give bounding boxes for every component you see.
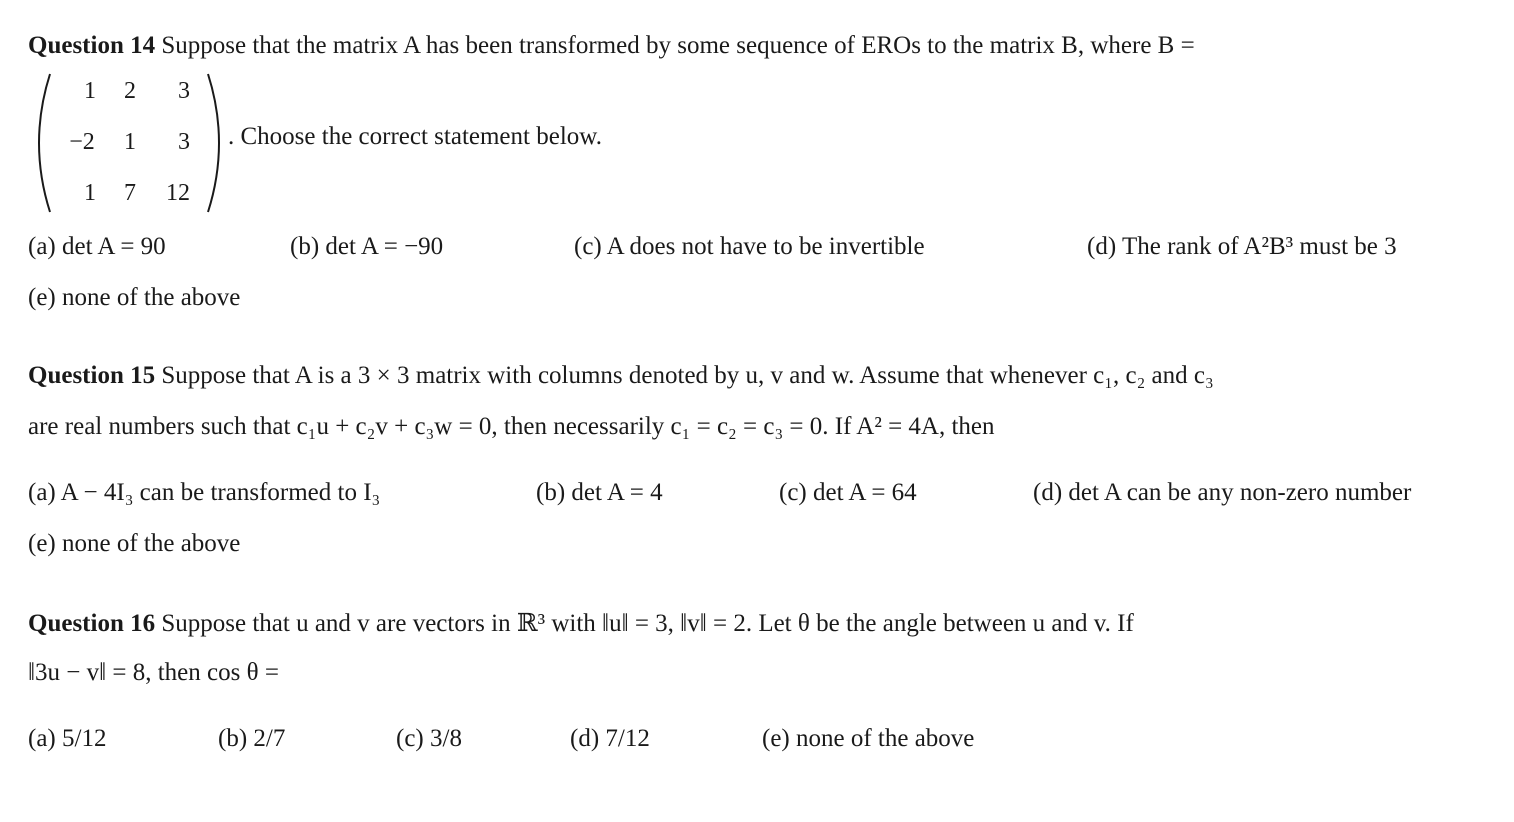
- q14-after-matrix: . Choose the correct statement below.: [228, 123, 602, 150]
- q14-label: Question 14: [28, 32, 156, 59]
- q14-choice-c[interactable]: (c) A does not have to be invertible: [574, 233, 925, 260]
- q16-choice-d[interactable]: (d) 7/12: [570, 725, 650, 752]
- q16-text-line1: Suppose that u and v are vectors in ℝ³ with ‖u‖ = 3, ‖v‖ = 2. Let θ be the angle between u and v. If: [161, 610, 1134, 637]
- q15-line1: [28, 362, 1214, 390]
- q16-choice-e[interactable]: (e) none of the above: [762, 725, 975, 752]
- matrix-cell: 2: [124, 78, 136, 104]
- q14-matrix: [34, 70, 224, 216]
- q15-text-line2: are real numbers such that c₁u + c₂v + c₃w = 0, then necessarily c₁ = c₂ = c₃ = 0. If A² = 4A, then: [28, 413, 995, 440]
- matrix-cell: −2: [69, 129, 95, 155]
- q15-label: Question 15: [28, 362, 156, 389]
- q15-choice-a[interactable]: (a) A − 4I₃ can be transformed to I₃: [28, 479, 381, 506]
- q15-choice-b[interactable]: (b) det A = 4: [536, 479, 663, 506]
- matrix-cell: 12: [166, 180, 190, 206]
- q15-choice-c[interactable]: (c) det A = 64: [779, 479, 917, 506]
- matrix-cell: 7: [124, 180, 136, 206]
- q14-choice-a[interactable]: (a) det A = 90: [28, 233, 166, 260]
- q14-line1: [28, 32, 1195, 60]
- matrix-cell: 3: [178, 78, 190, 104]
- matrix-cell: 1: [84, 180, 96, 206]
- q15-choice-e[interactable]: (e) none of the above: [28, 530, 241, 557]
- q16-choice-c[interactable]: (c) 3/8: [396, 725, 462, 752]
- q14-choice-b[interactable]: (b) det A = −90: [290, 233, 444, 260]
- q15-text-line1: Suppose that A is a 3 × 3 matrix with columns denoted by u, v and w. Assume that whenever c₁, c₂ and c₃: [161, 362, 1214, 389]
- matrix-cell: 3: [178, 129, 190, 155]
- q16-text-line2: ‖3u − v‖ = 8, then cos θ =: [28, 659, 279, 686]
- matrix-cell: 1: [124, 129, 136, 155]
- q14-choice-e[interactable]: (e) none of the above: [28, 284, 241, 311]
- matrix-cell: 1: [84, 78, 96, 104]
- q14-choice-d[interactable]: (d) The rank of A²B³ must be 3: [1087, 233, 1397, 260]
- q16-label: Question 16: [28, 610, 156, 637]
- q16-line1: [28, 608, 1134, 638]
- q16-choice-b[interactable]: (b) 2/7: [218, 725, 286, 752]
- q16-choice-a[interactable]: (a) 5/12: [28, 725, 107, 752]
- q15-choice-d[interactable]: (d) det A can be any non-zero number: [1033, 479, 1412, 506]
- q14-text: Suppose that the matrix A has been transformed by some sequence of EROs to the matrix B, where B =: [161, 32, 1195, 59]
